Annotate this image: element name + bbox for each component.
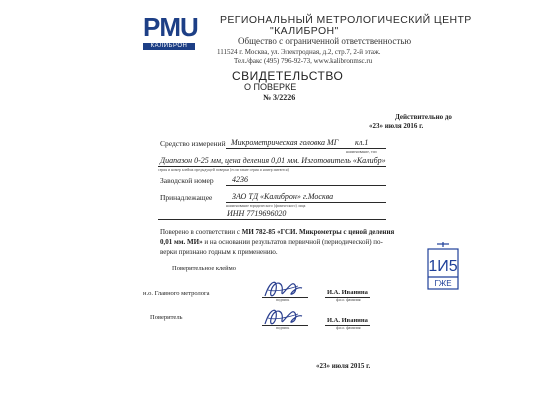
verification-line2: 0,01 мм. МИ» и на основании результатов первичной (периодической) по-	[160, 238, 383, 246]
instrument-class: кл.1	[355, 138, 369, 147]
instrument-label: Средство измерений	[160, 139, 226, 148]
verifier-sign-caption: подпись	[276, 326, 290, 330]
verification-line3: верки признано годным к применению.	[160, 248, 278, 256]
address-line2: Тел./факс (495) 796-92-73, www.kalibronmsc.ru	[234, 57, 373, 65]
chief-name: И.А. Иванина	[327, 289, 368, 296]
serial-underline	[226, 185, 386, 186]
company-logo	[143, 12, 213, 54]
certificate-title: СВИДЕТЕЛЬСТВО	[232, 69, 344, 83]
valid-until-date: «23» июля 2016 г.	[369, 122, 424, 130]
address-line1: 111524 г. Москва, ул. Электродная, д.2, стр.7, 2-й этаж.	[217, 48, 381, 56]
verification-stamp-icon	[425, 241, 461, 291]
issue-date: «23» июля 2015 г.	[316, 362, 371, 370]
instrument-value: Микрометрическая головка МГ	[231, 138, 339, 147]
range-value: Диапазон 0-25 мм, цена деления 0,01 мм. Изготовитель «Калибр»	[160, 156, 386, 165]
certificate-subtitle: О ПОВЕРКЕ	[244, 82, 297, 92]
owner-underline	[226, 202, 386, 203]
inn-value: ИНН 7719696020	[227, 209, 287, 218]
org-name-line2: "КАЛИБРОН"	[270, 25, 339, 37]
owner-label: Принадлежащее	[160, 193, 213, 202]
verifier-label: Поверитель	[150, 314, 183, 321]
chief-sign-caption: подпись	[276, 298, 290, 302]
org-name-line3: Общество с ограниченной ответственностью	[238, 36, 412, 46]
stamp-bottom: ГЖЕ	[434, 279, 452, 288]
owner-value: ЗАО ТД «Калиброн» г.Москва	[232, 192, 334, 201]
stamp-digits: 1И5	[428, 258, 458, 275]
instrument-caption: наименование, тип	[346, 150, 377, 154]
logo-bar: КАЛИБРОН	[143, 43, 195, 50]
serial-value: 4236	[232, 175, 248, 184]
chief-label: н.о. Главного метролога	[143, 290, 210, 297]
chief-name-caption: ф.и.о. фамилия	[336, 298, 361, 302]
verifier-name: И.А. Иванина	[327, 317, 368, 324]
certificate-number: № 3/2226	[263, 93, 296, 102]
inn-underline	[158, 219, 386, 220]
verifier-name-caption: ф.и.о. фамилия	[336, 326, 361, 330]
org-name-line1: РЕГИОНАЛЬНЫЙ МЕТРОЛОГИЧЕСКИЙ ЦЕНТР	[220, 14, 472, 26]
range-caption: серия и номер клейма предыдущей поверки (если такие серия и номер имеются)	[158, 168, 289, 172]
valid-until-label: Действительно до	[395, 113, 452, 121]
range-underline	[158, 166, 386, 167]
instrument-underline	[226, 148, 386, 149]
stamp-label: Поверительное клеймо	[172, 265, 236, 272]
owner-caption: наименование юридического (физического) лица	[226, 204, 306, 208]
serial-label: Заводской номер	[160, 176, 214, 185]
verification-line1: Поверено в соответствии с МИ 782-85 «ГСИ. Микрометры с ценой деления	[160, 228, 395, 236]
logo-mark: PMU	[143, 12, 198, 42]
